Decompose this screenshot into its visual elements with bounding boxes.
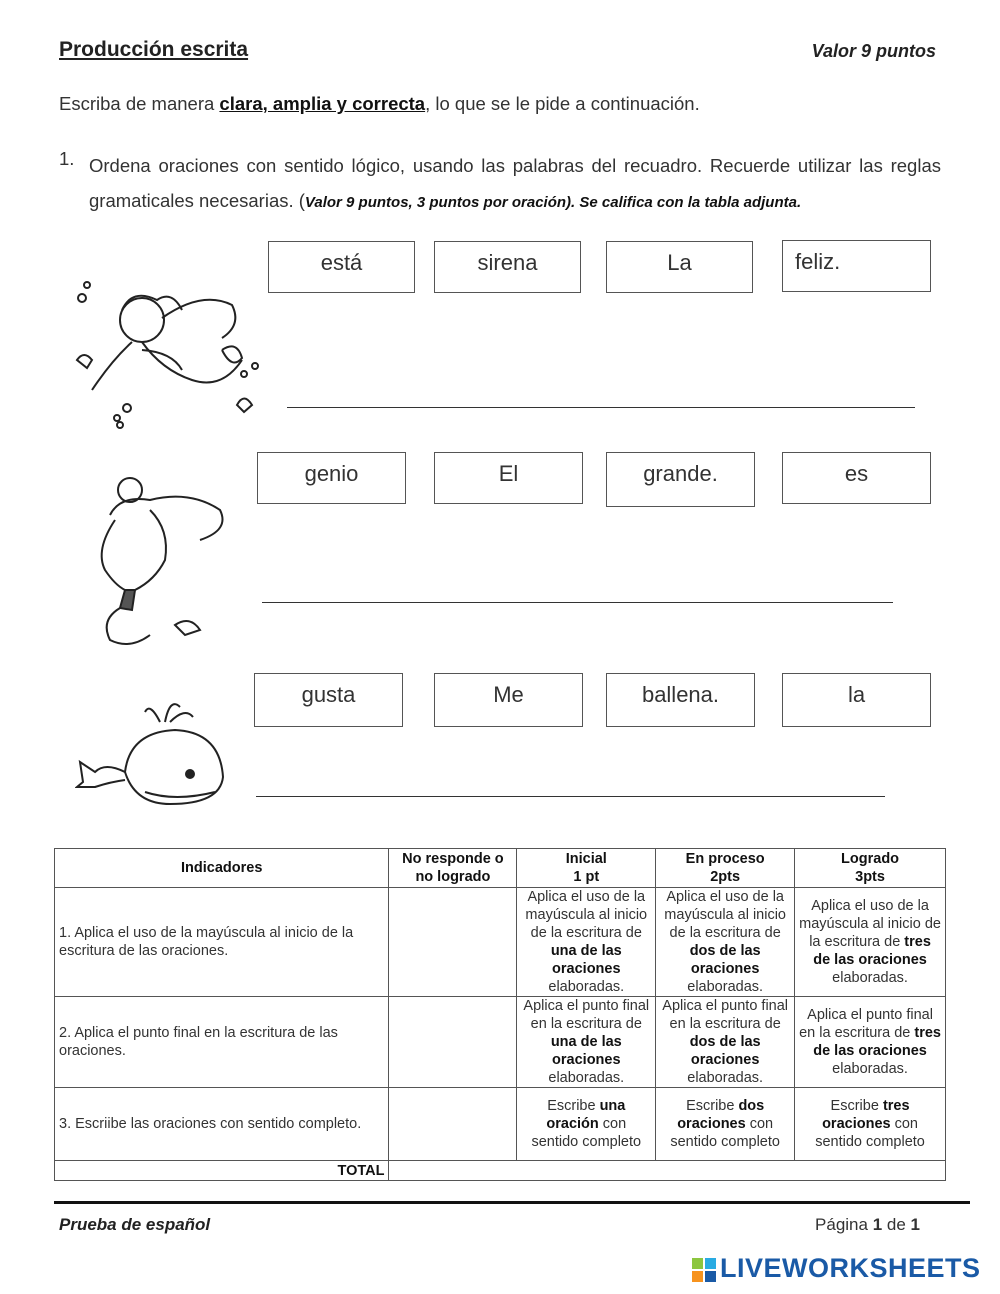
- intro-emphasis: clara, amplia y correcta: [219, 93, 426, 114]
- header-en-proceso: En proceso 2pts: [656, 849, 795, 888]
- criterion-text: elaboradas.: [687, 979, 764, 995]
- table-row: [55, 1088, 946, 1161]
- liveworksheets-logo: [692, 1253, 981, 1284]
- whale-illustration: [75, 692, 230, 812]
- rubric-table: [54, 848, 946, 1181]
- instructions: [59, 93, 700, 115]
- total-value: Valor 9 puntos: [811, 41, 936, 61]
- indicator-cell: 2. Aplica el punto final en la escritura de las oraciones.: [55, 997, 389, 1088]
- word-box[interactable]: la: [782, 673, 931, 727]
- criterion-emphasis: tres de las oraciones: [813, 1025, 941, 1059]
- criterion-cell: [656, 997, 795, 1088]
- score-cell[interactable]: [389, 1088, 517, 1161]
- total-pages: 1: [910, 1215, 920, 1234]
- header-no-responde: No responde o no logrado: [389, 849, 517, 888]
- criterion-text: Escribe: [547, 1098, 600, 1114]
- mermaid-illustration: [72, 280, 262, 430]
- current-page: 1: [872, 1215, 883, 1234]
- header-logrado: Logrado 3pts: [795, 849, 946, 888]
- criterion-text: elaboradas.: [548, 979, 625, 995]
- criterion-text: elaboradas.: [832, 1061, 908, 1077]
- footer-divider: [54, 1201, 970, 1204]
- criterion-text: elaboradas.: [832, 970, 908, 986]
- brand-name: LIVEWORKSHEETS: [720, 1253, 981, 1283]
- answer-line[interactable]: [262, 602, 893, 603]
- score-cell[interactable]: [389, 997, 517, 1088]
- criterion-emphasis: tres oraciones: [822, 1098, 910, 1132]
- word-box[interactable]: sirena: [434, 241, 581, 293]
- score-cell[interactable]: [389, 888, 517, 997]
- criterion-cell: [517, 997, 656, 1088]
- criterion-emphasis: dos oraciones: [677, 1098, 765, 1132]
- answer-line[interactable]: [287, 407, 915, 408]
- question-text: [89, 148, 941, 220]
- criterion-text: con sentido completo: [815, 1116, 925, 1150]
- criterion-cell: [795, 888, 946, 997]
- criterion-emphasis: tres de las oraciones: [813, 934, 931, 968]
- word-box[interactable]: grande.: [606, 452, 755, 507]
- question-body: Ordena oraciones con sentido lógico, usando las palabras del recuadro. Recuerde utilizar las reglas gramaticales necesarias. (: [89, 155, 941, 211]
- criterion-emphasis: una oración: [546, 1098, 626, 1132]
- criterion-text: Aplica el uso de la mayúscula al inicio de la escritura de: [525, 889, 648, 941]
- header-indicadores: Indicadores: [55, 849, 389, 888]
- word-box[interactable]: El: [434, 452, 583, 504]
- liveworksheets-icon: [692, 1258, 716, 1282]
- criterion-emphasis: dos de las oraciones: [689, 1034, 761, 1068]
- question-note: Valor 9 puntos, 3 puntos por oración). Se califica con la tabla adjunta.: [304, 194, 802, 211]
- criterion-text: con sentido completo: [670, 1116, 780, 1150]
- criterion-text: Aplica el uso de la mayúscula al inicio de la escritura de: [664, 889, 786, 941]
- criterion-text: con sentido completo: [531, 1116, 642, 1150]
- total-row: [55, 1161, 946, 1181]
- criterion-text: Aplica el punto final en la escritura de: [662, 998, 789, 1032]
- word-box[interactable]: gusta: [254, 673, 403, 727]
- criterion-cell: [656, 888, 795, 997]
- criterion-cell: [795, 1088, 946, 1161]
- page-number: [815, 1215, 920, 1235]
- criterion-text: Escribe: [830, 1098, 883, 1114]
- criterion-cell: [517, 888, 656, 997]
- word-box[interactable]: es: [782, 452, 931, 504]
- word-box[interactable]: genio: [257, 452, 406, 504]
- header-inicial: Inicial 1 pt: [517, 849, 656, 888]
- answer-line[interactable]: [256, 796, 885, 797]
- criterion-cell: [795, 997, 946, 1088]
- criterion-emphasis: una de las oraciones: [550, 943, 622, 977]
- criterion-emphasis: dos de las oraciones: [689, 943, 761, 977]
- word-box[interactable]: ballena.: [606, 673, 755, 727]
- total-cell[interactable]: [389, 1161, 946, 1181]
- word-box[interactable]: feliz.: [782, 240, 931, 292]
- question-number: 1.: [59, 148, 75, 169]
- criterion-text: elaboradas.: [548, 1070, 625, 1086]
- criterion-cell: [517, 1088, 656, 1161]
- word-box[interactable]: La: [606, 241, 753, 293]
- criterion-text: elaboradas.: [687, 1070, 764, 1086]
- word-box[interactable]: Me: [434, 673, 583, 727]
- page-title: Producción escrita: [59, 38, 249, 61]
- total-label: TOTAL: [55, 1161, 389, 1181]
- criterion-cell: [656, 1088, 795, 1161]
- footer-subject: Prueba de español: [59, 1215, 211, 1234]
- intro-text-end: , lo que se le pide a continuación.: [425, 93, 700, 114]
- table-row: [55, 888, 946, 997]
- indicator-cell: 1. Aplica el uso de la mayúscula al inicio de la escritura de las oraciones.: [55, 888, 389, 997]
- table-row: [55, 997, 946, 1088]
- criterion-text: Aplica el punto final en la escritura de: [799, 1007, 933, 1041]
- criterion-text: Aplica el uso de la mayúscula al inicio de la escritura de: [799, 898, 941, 950]
- page-mid: de: [882, 1215, 911, 1234]
- rubric-header-row: [55, 849, 946, 888]
- intro-text-start: Escriba de manera: [59, 93, 220, 114]
- criterion-emphasis: una de las oraciones: [550, 1034, 622, 1068]
- criterion-text: Aplica el punto final en la escritura de: [523, 998, 650, 1032]
- page-prefix: Página: [815, 1215, 873, 1234]
- genie-lamp-illustration: [90, 470, 240, 655]
- word-box[interactable]: está: [268, 241, 415, 293]
- indicator-cell: 3. Escriibe las oraciones con sentido completo.: [55, 1088, 389, 1161]
- criterion-text: Escribe: [686, 1098, 739, 1114]
